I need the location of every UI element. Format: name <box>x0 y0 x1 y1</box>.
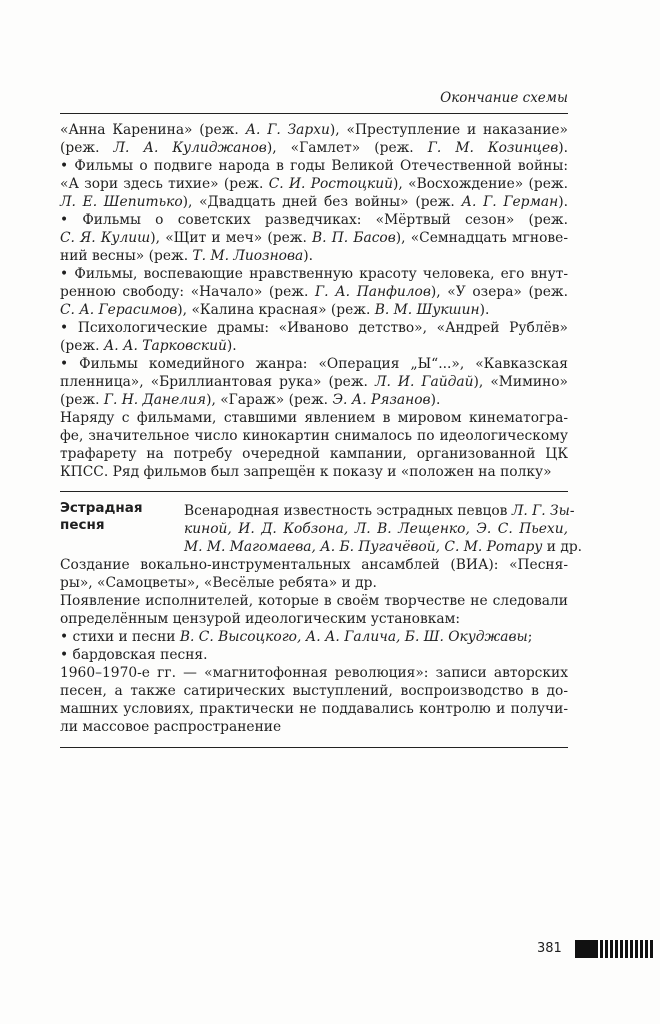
text-line: ний весны» (реж. Т. М. Лиознова). <box>60 248 314 264</box>
bottom-rule <box>60 747 568 748</box>
text-line: ренною свободу: «Начало» (реж. Г. А. Панфилов), «У озера» (реж. <box>60 284 568 300</box>
top-rule <box>60 113 568 114</box>
text-line: определённым цензурой идеологическим установкам: <box>60 611 460 627</box>
text-line: (реж. Г. Н. Данелия), «Гараж» (реж. Э. А. Рязанов). <box>60 392 441 408</box>
section-label-line2: песня <box>60 517 105 533</box>
text-line: пленница», «Бриллиантовая рука» (реж. Л. И. Гайдай), «Мимино» <box>60 374 568 390</box>
text-line: • Фильмы о подвиге народа в годы Великой Отечественной войны: <box>60 158 568 174</box>
text-line: ли массовое распространение <box>60 719 282 735</box>
text-line: М. М. Магомаева, А. Б. Пугачёвой, С. М. Ротару и др. <box>184 539 583 555</box>
page-number: 381 <box>537 941 562 956</box>
text-line: трафарету на потребу очередной кампании, организованной ЦК <box>60 446 568 462</box>
text-line: Л. Е. Шепитько), «Двадцать дней без войны» (реж. А. Г. Герман). <box>60 194 568 210</box>
text-line: (реж. А. А. Тарковский). <box>60 338 237 354</box>
text-line: • Фильмы комедийного жанра: «Операция „Ы“...», «Кавказская <box>60 356 568 372</box>
text-line: • Фильмы о советских разведчиках: «Мёртвый сезон» (реж. <box>60 212 568 228</box>
page-header-title: Окончание схемы <box>440 90 568 106</box>
text-line: Всенародная известность эстрадных певцов Л. Г. Зы- <box>184 503 575 519</box>
text-line: Создание вокально-инструментальных ансамблей (ВИА): «Песня- <box>60 557 568 573</box>
text-line: ры», «Самоцветы», «Весёлые ребята» и др. <box>60 575 377 591</box>
text-line: фе, значительное число кинокартин снималось по идеологическому <box>60 428 568 444</box>
text-line: • Психологические драмы: «Иваново детство», «Андрей Рублёв» <box>60 320 568 336</box>
text-line: КПСС. Ряд фильмов был запрещён к показу и «положен на полку» <box>60 464 552 480</box>
text-line: С. А. Герасимов), «Калина красная» (реж. В. М. Шукшин). <box>60 302 490 318</box>
text-line: С. Я. Кулиш), «Щит и меч» (реж. В. П. Басов), «Семнадцать мгнове- <box>60 230 568 246</box>
text-line: • бардовская песня. <box>60 647 208 663</box>
text-line: 1960–1970-е гг. — «магнитофонная революция»: записи авторских <box>60 665 568 681</box>
text-line: песен, а также сатирических выступлений, воспроизводство в до- <box>60 683 568 699</box>
text-line: «Анна Каренина» (реж. А. Г. Зархи), «Преступление и наказание» <box>60 122 568 138</box>
section-label-line1: Эстрадная <box>60 500 143 516</box>
text-line: (реж. Л. А. Кулиджанов), «Гамлет» (реж. Г. М. Козинцев). <box>60 140 569 156</box>
text-line: «А зори здесь тихие» (реж. С. И. Ростоцкий), «Восхождение» (реж. <box>60 176 568 192</box>
text-line: Наряду с фильмами, ставшими явлением в мировом кинематогра- <box>60 410 568 426</box>
text-line: • Фильмы, воспевающие нравственную красоту человека, его внут- <box>60 266 568 282</box>
text-line: киной, И. Д. Кобзона, Л. В. Лещенко, Э. С. Пьехи, <box>184 521 568 537</box>
text-line: машних условиях, практически не поддавались контролю и получи- <box>60 701 568 717</box>
text-line: • стихи и песни В. С. Высоцкого, А. А. Галича, Б. Ш. Окуджавы; <box>60 629 533 645</box>
text-line: Появление исполнителей, которые в своём творчестве не следовали <box>60 593 568 609</box>
page-edge-marker <box>575 940 655 958</box>
section-rule <box>60 491 568 492</box>
